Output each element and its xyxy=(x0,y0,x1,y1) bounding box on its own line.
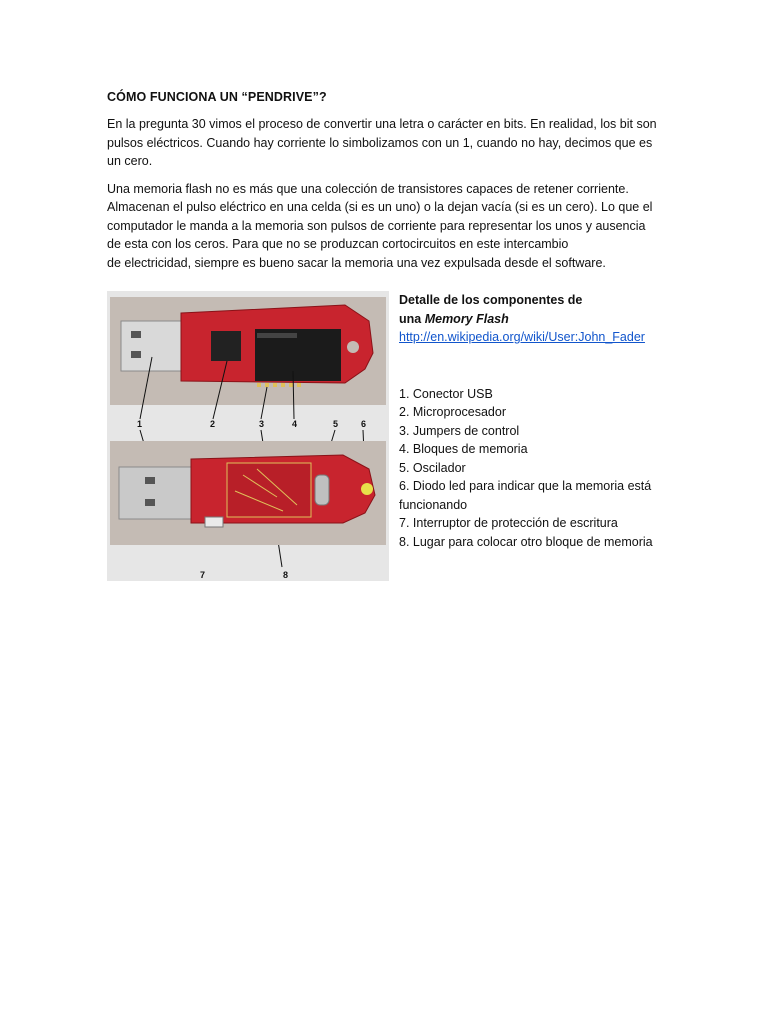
pendrive-photo xyxy=(107,291,389,581)
list-item xyxy=(399,422,674,441)
list-item xyxy=(399,385,674,404)
paragraph-1-line: un cero. xyxy=(107,154,153,168)
paragraph-2-line: Almacenan el pulso eléctrico en una celda (si es un uno) o la dejan vacía (si es un cero). Lo que el xyxy=(107,200,653,214)
caption-memory-flash: Memory Flash xyxy=(424,311,509,326)
list-item-text: 7. Interruptor de protección de escritura xyxy=(399,516,618,530)
photo-label-6: 6 xyxy=(361,419,367,429)
photo-label-8: 8 xyxy=(283,570,289,580)
document-body xyxy=(107,90,667,281)
paragraph-2-line: de electricidad, siempre es bueno sacar la memoria una vez expulsada desde el software. xyxy=(107,255,606,270)
paragraph-1-line: En la pregunta 30 vimos el proceso de convertir una letra o carácter en bits. En realidad, los bit son xyxy=(107,117,657,131)
paragraph-2-line: de esta con los ceros. Para que no se produzcan cortocircuitos en este intercambio xyxy=(107,237,569,251)
list-item-text: 6. Diodo led para indicar que la memoria está xyxy=(399,479,652,493)
paragraph-2 xyxy=(107,180,667,273)
caption-line-1: Detalle de los componentes de xyxy=(399,293,583,307)
photo-label-2: 2 xyxy=(210,419,216,429)
photo-label-5: 5 xyxy=(333,419,339,429)
wikipedia-link[interactable]: http://en.wikipedia.org/wiki/User:John_Fader xyxy=(399,330,645,344)
list-item-text: 8. Lugar para colocar otro bloque de memoria xyxy=(399,534,653,549)
figure-section xyxy=(107,291,667,581)
paragraph-1-line: pulsos eléctricos. Cuando hay corriente lo simbolizamos con un 1, cuando no hay, decimos que es xyxy=(107,135,653,150)
list-item-text: 1. Conector USB xyxy=(399,386,493,401)
list-item xyxy=(399,514,674,533)
list-item xyxy=(399,403,674,422)
paragraph-2-line: computador le manda a la memoria son pulsos de corriente para representar los unos y ausencia xyxy=(107,218,646,233)
photo-label-4: 4 xyxy=(292,419,298,429)
pendrive-illustration xyxy=(107,291,389,581)
caption-line-2-prefix: una xyxy=(399,311,425,326)
list-item-text: 4. Bloques de memoria xyxy=(399,442,528,456)
photo-label-7: 7 xyxy=(200,570,206,580)
figure-caption xyxy=(399,291,674,328)
list-item-text-continued: funcionando xyxy=(399,497,468,512)
list-item xyxy=(399,477,674,514)
paragraph-1 xyxy=(107,115,667,171)
photo-label-3: 3 xyxy=(259,419,265,429)
caption-line-2 xyxy=(399,310,674,329)
list-item xyxy=(399,533,674,552)
list-item-text: 3. Jumpers de control xyxy=(399,423,520,438)
list-item xyxy=(399,440,674,459)
list-item-text: 5. Oscilador xyxy=(399,460,466,475)
document-title: CÓMO FUNCIONA UN “PENDRIVE”? xyxy=(107,90,327,104)
list-item-text: 2. Microprocesador xyxy=(399,405,506,419)
figure-side-text xyxy=(399,291,674,551)
paragraph-2-line: Una memoria flash no es más que una colección de transistores capaces de retener corriente. xyxy=(107,181,629,196)
list-item xyxy=(399,459,674,478)
components-list xyxy=(399,385,674,552)
photo-label-1: 1 xyxy=(137,419,143,429)
